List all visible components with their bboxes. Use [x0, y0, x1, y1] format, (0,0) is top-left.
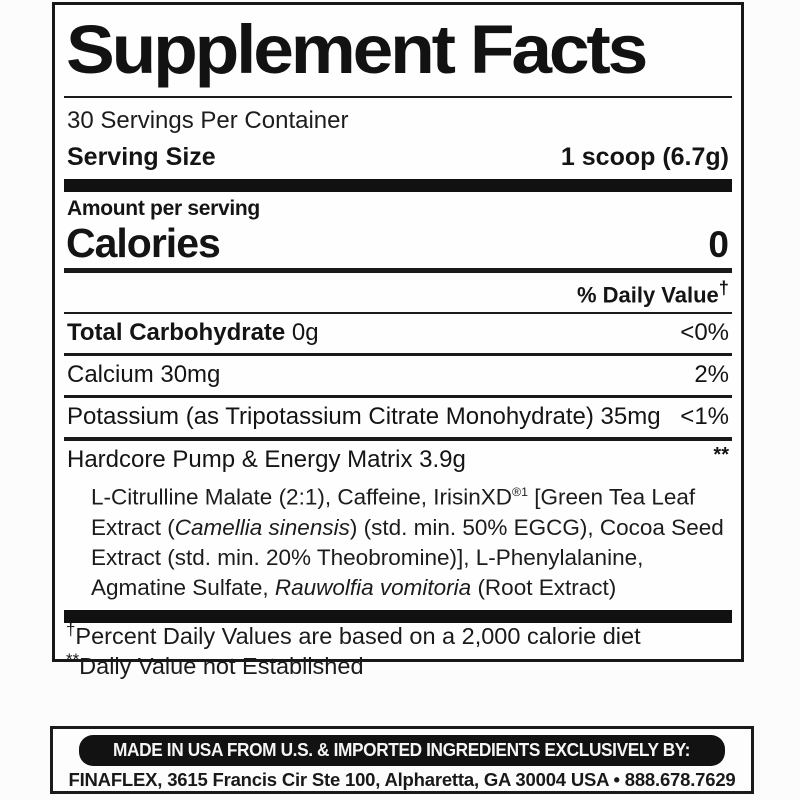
- serving-size-label: Serving Size: [67, 143, 216, 171]
- manufacturer-box: [50, 726, 754, 794]
- footnote-not-established-text: Daily Value not Established: [79, 652, 364, 679]
- manufacturer-address: FINAFLEX, 3615 Francis Cir Ste 100, Alpharetta, GA 30004 USA • 888.678.7629: [68, 769, 736, 790]
- supplement-facts-panel: [52, 2, 744, 679]
- daily-value-header-text: % Daily Value: [576, 282, 719, 308]
- thick-separator-bar-bottom: [64, 610, 732, 623]
- daily-value-header: [64, 277, 729, 308]
- nutrient-dv: <0%: [680, 319, 729, 347]
- serving-size-row: [67, 143, 729, 172]
- nutrient-name-rest: 0g: [285, 319, 319, 347]
- footnote-not-established: [66, 650, 732, 680]
- nutrient-name: Calcium 30mg: [67, 361, 221, 389]
- matrix-ingredient-segment: [Green Tea Leaf Extract (: [91, 484, 696, 540]
- matrix-ingredient-segment: Rauwolfia vomitoria: [274, 574, 472, 600]
- matrix-ingredient-segment: Camellia sinensis: [174, 514, 350, 540]
- nutrient-name: [67, 319, 319, 347]
- amount-per-serving-label: Amount per serving: [67, 197, 260, 220]
- matrix-ingredient-segment: (Root Extract): [471, 574, 617, 600]
- matrix-dv-asterisks: **: [713, 444, 729, 467]
- made-in-usa-banner-text: MADE IN USA FROM U.S. & IMPORTED INGREDIENTS EXCLUSIVELY BY:: [113, 740, 691, 760]
- nutrient-dv: 2%: [694, 361, 729, 389]
- nutrient-name-bold: Total Carbohydrate: [67, 319, 286, 347]
- nutrient-row-calcium: [67, 356, 729, 395]
- footnote-asterisks: **: [66, 650, 80, 669]
- calories-row: [66, 221, 729, 265]
- matrix-ingredients: [67, 477, 726, 603]
- calories-value: 0: [708, 224, 729, 265]
- footnote-dagger: †: [66, 620, 76, 639]
- nutrient-dv: <1%: [680, 403, 729, 431]
- nutrient-row-potassium: [67, 398, 729, 437]
- nutrient-row-total-carbohydrate: [67, 314, 729, 353]
- panel-title: Supplement Facts: [66, 11, 646, 88]
- made-in-usa-banner: [79, 735, 725, 766]
- matrix-ingredient-segment: L-Citrulline Malate (2:1), Caffeine, IrisinXD: [91, 484, 512, 510]
- thick-separator-bar-top: [64, 179, 732, 192]
- daily-value-dagger: †: [718, 277, 729, 298]
- matrix-ingredient-segment: ®1: [512, 485, 528, 500]
- nutrient-name: Potassium (as Tripotassium Citrate Monohydrate) 35mg: [67, 403, 661, 431]
- matrix-name: Hardcore Pump & Energy Matrix 3.9g: [67, 446, 466, 474]
- matrix-row: [67, 441, 729, 474]
- footnote-daily-value: [66, 620, 732, 650]
- calories-divider: [64, 268, 732, 273]
- calories-label: Calories: [66, 220, 220, 266]
- serving-size-value: 1 scoop (6.7g): [560, 143, 729, 171]
- servings-per-container: 30 Servings Per Container: [67, 107, 349, 134]
- footnote-daily-value-text: Percent Daily Values are based on a 2,000 calorie diet: [75, 622, 641, 649]
- title-divider: [64, 96, 732, 98]
- matrix-ingredient-segment: ) (std. min. 50% EGCG), Cocoa Seed Extract (std. min. 20% Theobromine)], L-Phenylalanine, Agmatine Sulfate,: [91, 514, 724, 600]
